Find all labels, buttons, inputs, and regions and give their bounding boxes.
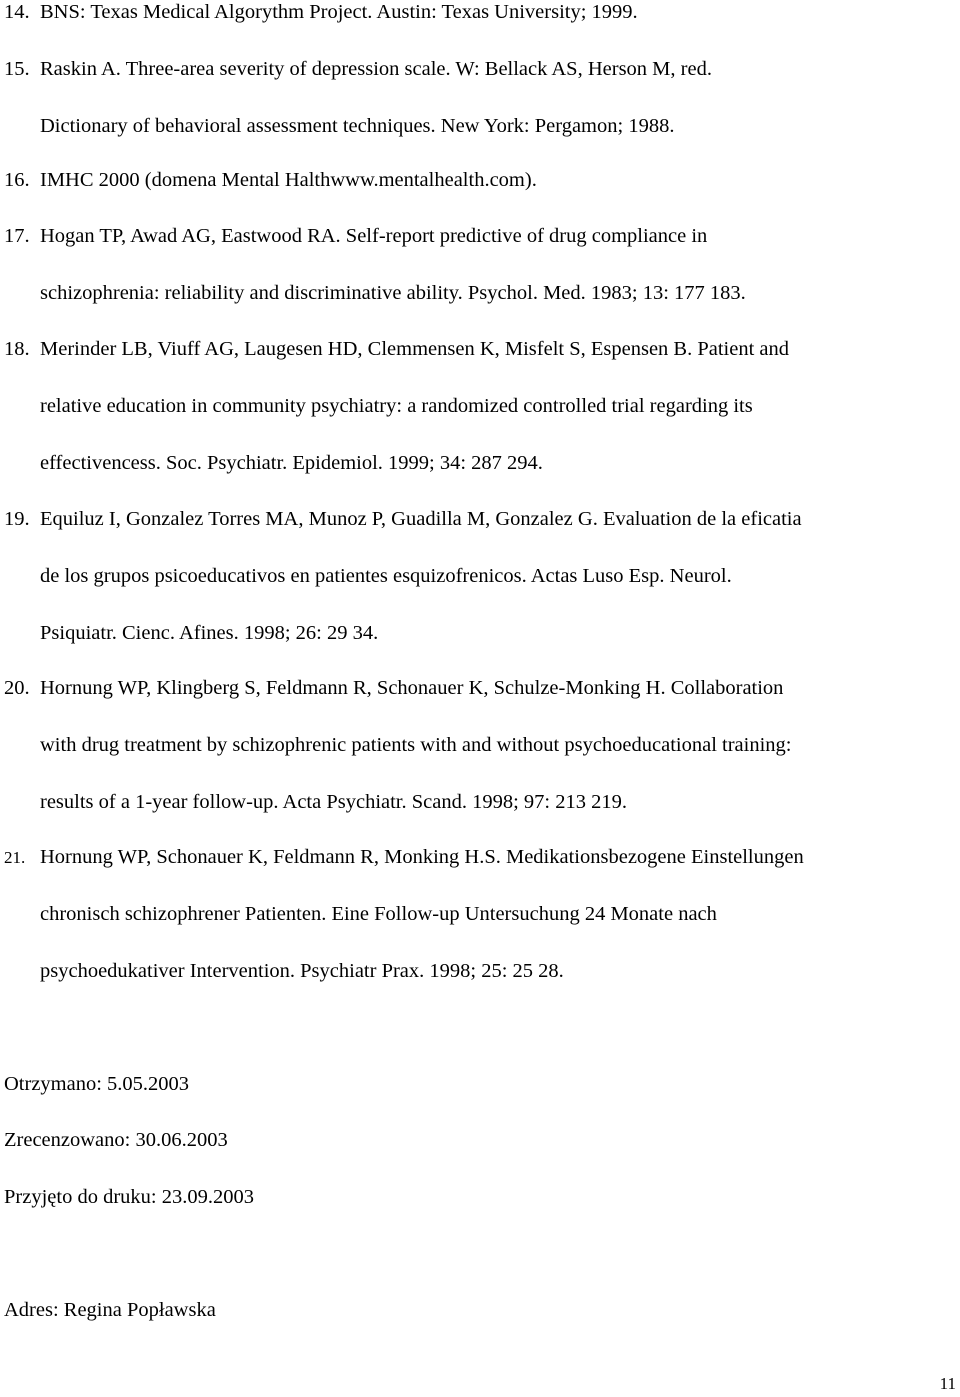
reference-text-line: Psiquiatr. Cienc. Afines. 1998; 26: 29 34. bbox=[40, 622, 379, 644]
reference-item bbox=[4, 41, 960, 155]
correspondence-address: Adres: Regina Popławska bbox=[4, 1299, 216, 1321]
reference-text-line: Raskin A. Three-area severity of depression scale. W: Bellack AS, Herson M, red. bbox=[40, 58, 712, 80]
reference-text-line: de los grupos psicoeducativos en patientes esquizofrenicos. Actas Luso Esp. Neurol. bbox=[40, 565, 732, 587]
reference-text-line: Dictionary of behavioral assessment techniques. New York: Pergamon; 1988. bbox=[40, 115, 675, 137]
reference-text-line: Hornung WP, Schonauer K, Feldmann R, Monking H.S. Medikationsbezogene Einstellungen bbox=[40, 846, 804, 868]
reference-item bbox=[4, 0, 960, 41]
reference-number: 21. bbox=[4, 848, 26, 867]
reference-number: 18. bbox=[4, 338, 30, 360]
reference-item bbox=[4, 152, 960, 209]
reference-text-line: IMHC 2000 (domena Mental Halthwww.mentalhealth.com). bbox=[40, 169, 537, 191]
received-date: Otrzymano: 5.05.2003 bbox=[4, 1073, 190, 1095]
reference-number: 17. bbox=[4, 225, 30, 247]
page-number: 11 bbox=[939, 1374, 956, 1393]
accepted-date: Przyjęto do druku: 23.09.2003 bbox=[4, 1186, 254, 1208]
reference-item bbox=[4, 321, 960, 492]
reference-text-line: psychoedukativer Intervention. Psychiatr Prax. 1998; 25: 25 28. bbox=[40, 960, 564, 982]
reference-text-line: Hogan TP, Awad AG, Eastwood RA. Self-report predictive of drug compliance in bbox=[40, 225, 708, 247]
reference-text-line: Merinder LB, Viuff AG, Laugesen HD, Clemmensen K, Misfelt S, Espensen B. Patient and bbox=[40, 338, 790, 360]
reference-text-line: chronisch schizophrener Patienten. Eine Follow-up Untersuchung 24 Monate nach bbox=[40, 903, 717, 925]
reference-number: 16. bbox=[4, 169, 30, 191]
reference-number: 14. bbox=[4, 1, 30, 23]
reference-number: 19. bbox=[4, 508, 30, 530]
reference-text-line: effectivencess. Soc. Psychiatr. Epidemiol. 1999; 34: 287 294. bbox=[40, 452, 543, 474]
reference-item bbox=[4, 491, 960, 662]
reference-number: 15. bbox=[4, 58, 30, 80]
reference-item bbox=[4, 660, 960, 831]
reference-number: 20. bbox=[4, 677, 30, 699]
reviewed-date: Zrecenzowano: 30.06.2003 bbox=[4, 1129, 228, 1151]
reference-text-line: schizophrenia: reliability and discriminative ability. Psychol. Med. 1983; 13: 177 183. bbox=[40, 282, 746, 304]
reference-text-line: BNS: Texas Medical Algorythm Project. Austin: Texas University; 1999. bbox=[40, 1, 638, 23]
reference-text-line: Hornung WP, Klingberg S, Feldmann R, Schonauer K, Schulze-Monking H. Collaboration bbox=[40, 677, 784, 699]
reference-text-line: relative education in community psychiatry: a randomized controlled trial regarding its bbox=[40, 395, 753, 417]
reference-text-line: Equiluz I, Gonzalez Torres MA, Munoz P, Guadilla M, Gonzalez G. Evaluation de la eficatia bbox=[40, 508, 802, 530]
reference-text-line: results of a 1-year follow-up. Acta Psychiatr. Scand. 1998; 97: 213 219. bbox=[40, 791, 627, 813]
reference-text-line: with drug treatment by schizophrenic patients with and without psychoeducational training: bbox=[40, 734, 792, 756]
reference-item bbox=[4, 829, 960, 1000]
reference-item bbox=[4, 208, 960, 322]
